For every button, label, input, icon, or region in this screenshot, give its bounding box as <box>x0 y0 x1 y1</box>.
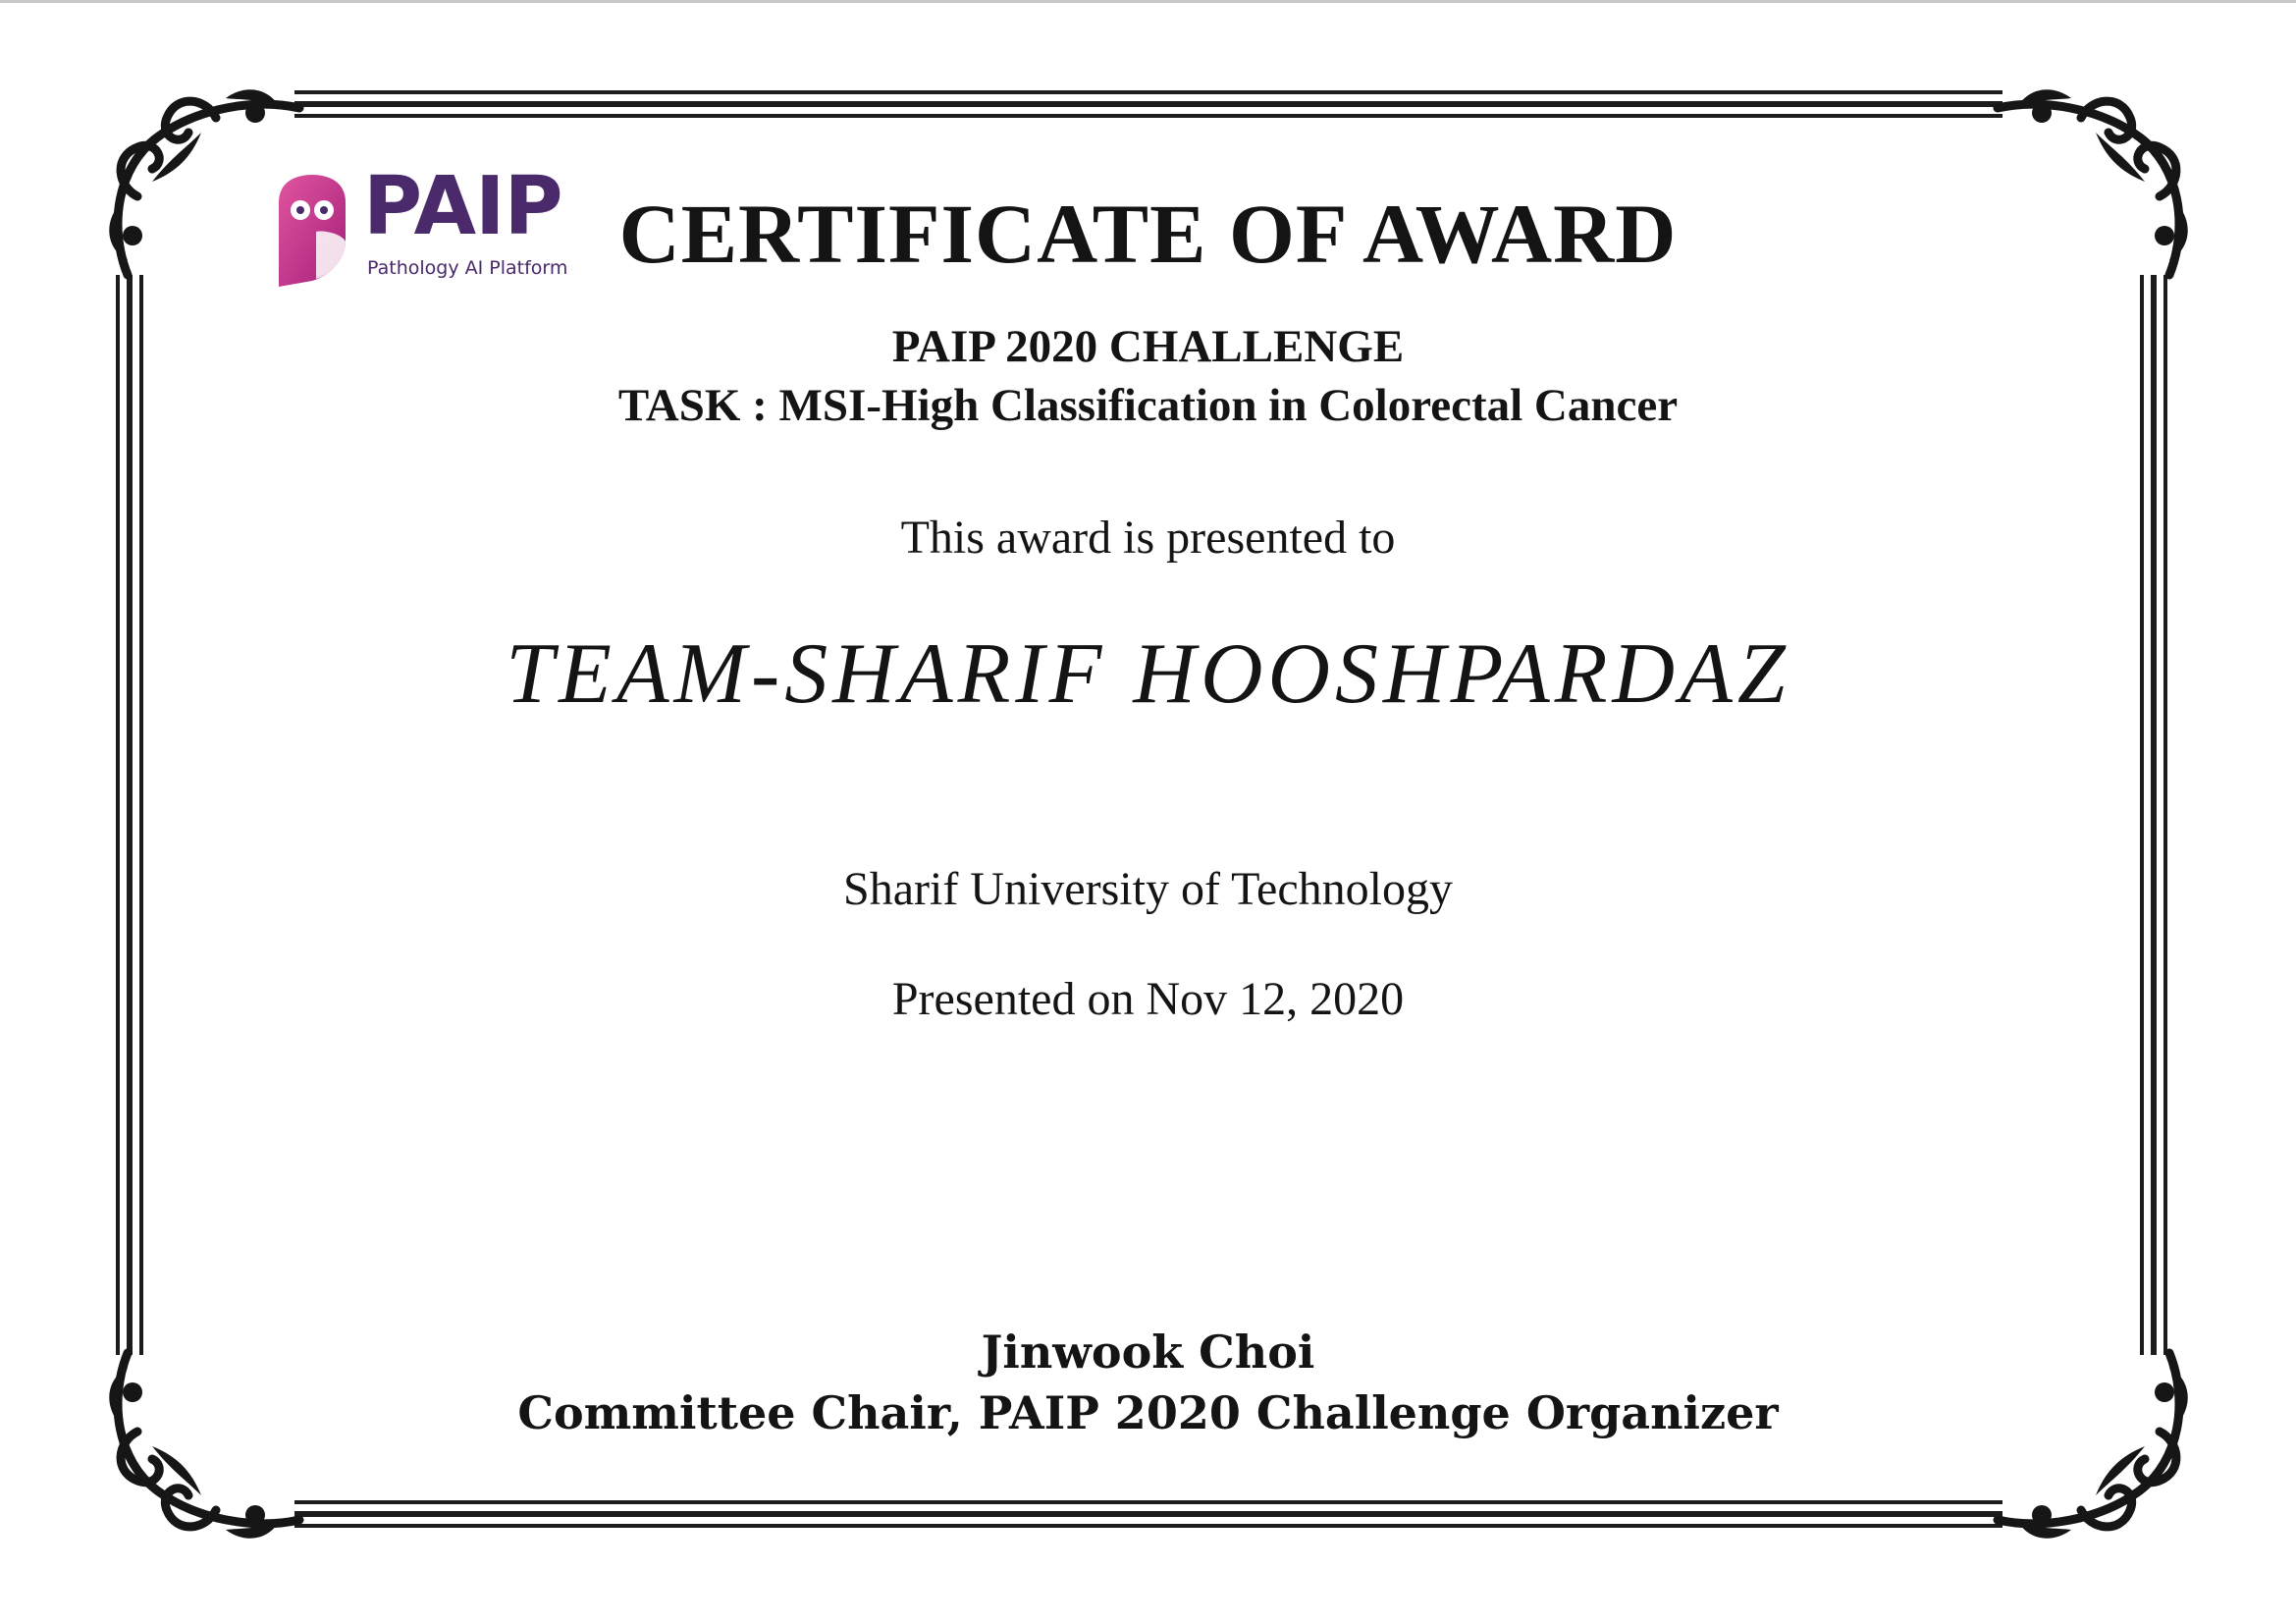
recipient-name: TEAM-SHARIF HOOSHPARDAZ <box>506 626 1790 722</box>
scan-edge <box>0 0 2296 3</box>
logo-wordmark: PAIP <box>363 160 562 253</box>
presented-to-label: This award is presented to <box>900 512 1396 564</box>
signer-role: Committee Chair, PAIP 2020 Challenge Organizer <box>517 1386 1779 1439</box>
logo-tagline: Pathology AI Platform <box>367 257 568 279</box>
task-line: TASK : MSI-High Classification in Colorectal Cancer <box>617 380 1679 431</box>
signer-name: Jinwook Choi <box>981 1326 1315 1379</box>
presentation-date: Presented on Nov 12, 2020 <box>891 973 1405 1025</box>
frame-left-rail <box>116 275 143 1355</box>
frame-bottom-rail <box>294 1500 2002 1528</box>
challenge-name: PAIP 2020 CHALLENGE <box>891 321 1405 372</box>
frame-right-rail <box>2140 275 2167 1355</box>
institution-name: Sharif University of Technology <box>843 863 1453 915</box>
certificate-title: CERTIFICATE OF AWARD <box>618 187 1678 281</box>
frame-top-rail <box>294 90 2002 118</box>
